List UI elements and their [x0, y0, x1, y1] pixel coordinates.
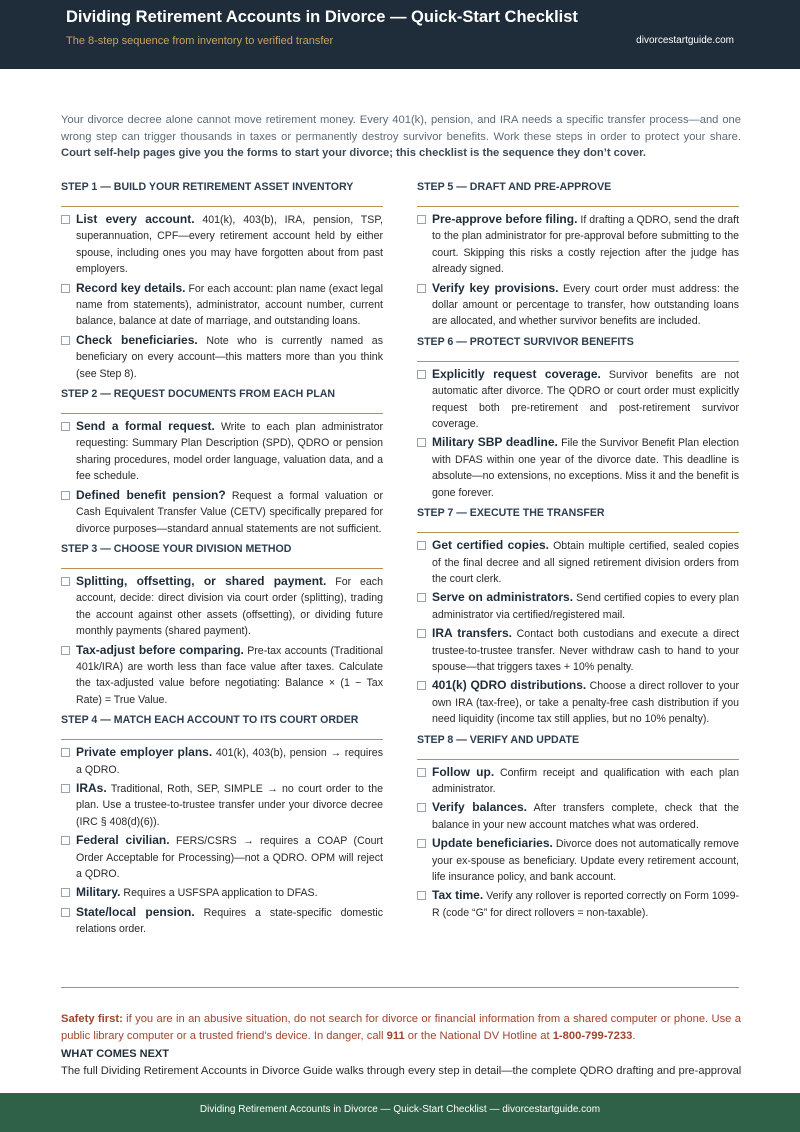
step-heading: STEP 6 — PROTECT SURVIVOR BENEFITS [417, 336, 739, 362]
item-text: Requires a state-specific domestic relations order. [76, 906, 383, 936]
item-text: Obtain multiple certified, sealed copies of the final decree and all signed retirement division orders from the court clerk. [432, 540, 739, 585]
checklist-item [417, 764, 739, 798]
safety-end: . [632, 1029, 636, 1042]
item-lead: Federal civilian. [76, 833, 170, 848]
item-lead: 401(k) QDRO distributions. [432, 678, 587, 693]
page-title: Dividing Retirement Accounts in Divorce — Quick-Start Checklist [66, 8, 578, 26]
checkbox[interactable] [61, 748, 70, 757]
checkbox[interactable] [417, 438, 426, 447]
checklist-item [61, 280, 383, 330]
step-heading: STEP 5 — DRAFT AND PRE-APPROVE [417, 181, 739, 207]
checklist-item [61, 832, 383, 882]
checklist-item [417, 677, 739, 727]
checkbox[interactable] [61, 784, 70, 793]
item-text: Choose a direct rollover to your own IRA (tax-free), or take a penalty-free cash distribution if you need liquidity (income tax still applies, but no 10% penalty). [432, 680, 739, 726]
checklist-item [417, 887, 739, 921]
checklist-item [417, 625, 739, 675]
item-lead: Private employer plans. [76, 745, 213, 760]
intro-text: Your divorce decree alone cannot move retirement money. Every 401(k), pension, and IRA needs a specific transfer process—and one wrong step can trigger thousands in taxes or permanently destroy survivor benefits. Work these steps in order to protect your share. [61, 114, 741, 143]
step-heading: STEP 8 — VERIFY AND UPDATE [417, 734, 739, 760]
checklist-step [417, 336, 739, 501]
checkbox[interactable] [417, 681, 426, 690]
checkbox[interactable] [61, 888, 70, 897]
checklist-step [417, 181, 739, 330]
item-lead: Check beneficiaries. [76, 332, 198, 347]
item-text: Note who is currently named as beneficiary on every account—this matters more than you think (see Step 8). [76, 334, 383, 380]
item-text: Divorce does not automatically remove your ex-spouse as beneficiary. Update every retirement account, life insurance policy, and bank account. [432, 838, 739, 883]
checkbox[interactable] [417, 629, 426, 638]
checklist-item [61, 780, 383, 830]
item-text: Every court order must address: the dollar amount or percentage to transfer, how outstanding loans are allocated, and whether survivor benefits are included. [432, 282, 739, 328]
left-column [61, 181, 383, 944]
checklist-item [417, 537, 739, 587]
checkbox[interactable] [61, 336, 70, 345]
checkbox[interactable] [61, 577, 70, 586]
safety-label: Safety first: [61, 1013, 123, 1025]
checkbox[interactable] [61, 215, 70, 224]
item-text: Send certified copies to every plan administrator via certified/registered mail. [432, 592, 739, 621]
checklist-item [61, 744, 383, 778]
checklist-item [61, 487, 383, 537]
section-divider [61, 987, 739, 988]
item-text: For each account, decide: direct division via court order (splitting), trading the account against other assets (offsetting), or dividing future monthly payments (shared payment). [76, 575, 383, 638]
step-heading: STEP 7 — EXECUTE THE TRANSFER [417, 507, 739, 533]
item-text: Pre-tax accounts (Traditional 401k/IRA) are worth less than face value after taxes. Calculate the tax-adjusted value before negotiating: Balance × (1 − Tax Rate) = True Value. [76, 644, 383, 706]
item-text: Confirm receipt and qualification with each plan administrator. [432, 766, 739, 795]
checklist-item [61, 573, 383, 640]
step-heading: STEP 1 — BUILD YOUR RETIREMENT ASSET INVENTORY [61, 181, 383, 207]
item-text: Requires a USFSPA application to DFAS. [120, 887, 318, 900]
checklist-item [61, 904, 383, 938]
checklist-item [417, 799, 739, 833]
checklist-item [61, 211, 383, 278]
step-heading: STEP 3 — CHOOSE YOUR DIVISION METHOD [61, 543, 383, 569]
item-text: Contact both custodians and execute a direct trustee-to-trustee transfer. Never withdraw cash to hand to your spouse—that triggers taxes + 10% penalty. [432, 628, 740, 673]
site-name: divorcestartguide.com [636, 35, 734, 46]
item-text: Write to each plan administrator requesting: Summary Plan Description (SPD), QDRO or pension sharing procedures, model order language, valuation data, and a fee schedule. [76, 421, 384, 483]
checklist-item [61, 418, 383, 485]
checklist-item [417, 366, 739, 433]
checklist-item [61, 332, 383, 382]
checklist-item [417, 434, 739, 501]
item-text: After transfers complete, check that the balance in your new account matches what was ordered. [432, 802, 739, 831]
item-lead: Explicitly request coverage. [432, 366, 601, 381]
checkbox[interactable] [417, 215, 426, 224]
item-lead: Military SBP deadline. [432, 435, 558, 450]
safety-text: if you are in an abusive situation, do not search for divorce or financial information from a shared computer or phone. Use a public library computer or a trusted friend’s device. In danger, call [61, 1013, 741, 1042]
checkbox[interactable] [417, 284, 426, 293]
item-text: 401(k), 403(b), pension → requires a QDRO. [76, 747, 383, 776]
checkbox[interactable] [417, 803, 426, 812]
hotline-number: 1-800-799-7233 [552, 1029, 633, 1042]
item-lead: Record key details. [76, 280, 186, 295]
item-text: File the Survivor Benefit Plan election with DFAS within one year of the divorce date. This deadline is absolute—no extensions, no exceptions. Miss it and the benefit is gone forever. [432, 437, 739, 499]
intro-paragraph [61, 112, 741, 162]
checkbox[interactable] [417, 839, 426, 848]
item-text: Traditional, Roth, SEP, SIMPLE → no court order to the plan. Use a trustee-to-trustee transfer under your divorce decree (IRC § 408(d)(6)). [76, 782, 383, 828]
checkbox[interactable] [61, 284, 70, 293]
checkbox[interactable] [61, 646, 70, 655]
checklist-item [61, 642, 383, 709]
checklist-step [61, 181, 383, 382]
checklist-item [417, 835, 739, 885]
item-lead: Defined benefit pension? [76, 487, 226, 502]
checklist-step [61, 714, 383, 937]
item-lead: State/local pension. [76, 904, 195, 919]
footer-text: Dividing Retirement Accounts in Divorce — Quick-Start Checklist — divorcestartguide.com [199, 1104, 601, 1115]
item-lead: Follow up. [432, 764, 495, 779]
page-header [0, 0, 800, 69]
item-text: If drafting a QDRO, send the draft to the plan administrator for pre-approval before submitting to the court. Skipping this risks a costly rejection after the judge has already signed. [432, 214, 740, 276]
item-lead: IRA transfers. [432, 626, 512, 641]
checklist-item [61, 884, 383, 901]
item-text: Request a formal valuation or Cash Equivalent Transfer Value (CETV) specifically prepared for divorce purposes—standard annual statements are not sufficient. [76, 489, 383, 535]
item-lead: List every account. [76, 212, 195, 226]
checklist-step [61, 543, 383, 708]
item-lead: Tax-adjust before comparing. [76, 642, 244, 657]
checklist-step [417, 734, 739, 922]
checkbox[interactable] [417, 593, 426, 602]
page-subtitle: The 8-step sequence from inventory to verified transfer [66, 35, 334, 47]
checkbox[interactable] [417, 370, 426, 379]
item-text: Survivor benefits are not automatic after divorce. The QDRO or court order must explicitly request both pre-retirement and post-retirement survivor coverage. [432, 368, 739, 431]
step-heading: STEP 2 — REQUEST DOCUMENTS FROM EACH PLAN [61, 388, 383, 414]
checkbox[interactable] [417, 541, 426, 550]
page-footer [0, 1093, 800, 1132]
checkbox[interactable] [61, 491, 70, 500]
item-lead: Splitting, offsetting, or shared payment. [76, 573, 327, 588]
item-lead: Update beneficiaries. [432, 836, 553, 851]
item-lead: Pre-approve before filing. [432, 212, 578, 226]
item-lead: Tax time. [432, 888, 484, 903]
item-text: For each account: plan name (exact legal name from statements), administrator, account number, current balance, balance at date of marriage, and outstanding loans. [76, 282, 383, 328]
item-lead: Verify balances. [432, 800, 527, 815]
checkbox[interactable] [417, 891, 426, 900]
checklist-item [417, 211, 739, 278]
item-text: Verify any rollover is reported correctly on Form 1099-R (code “G” for direct rollovers = non-taxable). [432, 890, 739, 919]
safety-notice [61, 1011, 741, 1044]
checklist-item [417, 280, 739, 330]
step-heading: STEP 4 — MATCH EACH ACCOUNT TO ITS COURT ORDER [61, 714, 383, 740]
item-lead: Military. [76, 885, 121, 900]
item-lead: Verify key provisions. [432, 280, 559, 295]
checklist-step [61, 388, 383, 537]
checkbox[interactable] [61, 422, 70, 431]
item-lead: Get certified copies. [432, 538, 549, 553]
safety-middle: or the National DV Hotline at [404, 1029, 553, 1042]
right-column [417, 181, 739, 927]
next-heading: WHAT COMES NEXT [61, 1048, 169, 1060]
item-text: FERS/CSRS → requires a COAP (Court Order Acceptable for Processing)—not a QDRO. OPM will reject a QDRO. [76, 835, 383, 880]
next-text: The full Dividing Retirement Accounts in Divorce Guide walks through every step in detail—the complete QDRO drafting and pre-approval [61, 1065, 741, 1077]
intro-bold: Court self-help pages give you the forms to start your divorce; this checklist is the sequence they don’t cover. [61, 147, 646, 159]
emergency-number: 911 [386, 1029, 405, 1042]
item-lead: Serve on administrators. [432, 590, 574, 605]
checklist-item [417, 589, 739, 623]
item-lead: IRAs. [76, 780, 107, 795]
item-text: 401(k), 403(b), IRA, pension, TSP, superannuation, CPF—every retirement account held by either spouse, including ones you may have forgotten about from past employers. [76, 214, 383, 276]
checkbox[interactable] [61, 908, 70, 917]
checklist-step [417, 507, 739, 727]
item-lead: Send a formal request. [76, 419, 215, 434]
checkbox[interactable] [61, 836, 70, 845]
checkbox[interactable] [417, 768, 426, 777]
